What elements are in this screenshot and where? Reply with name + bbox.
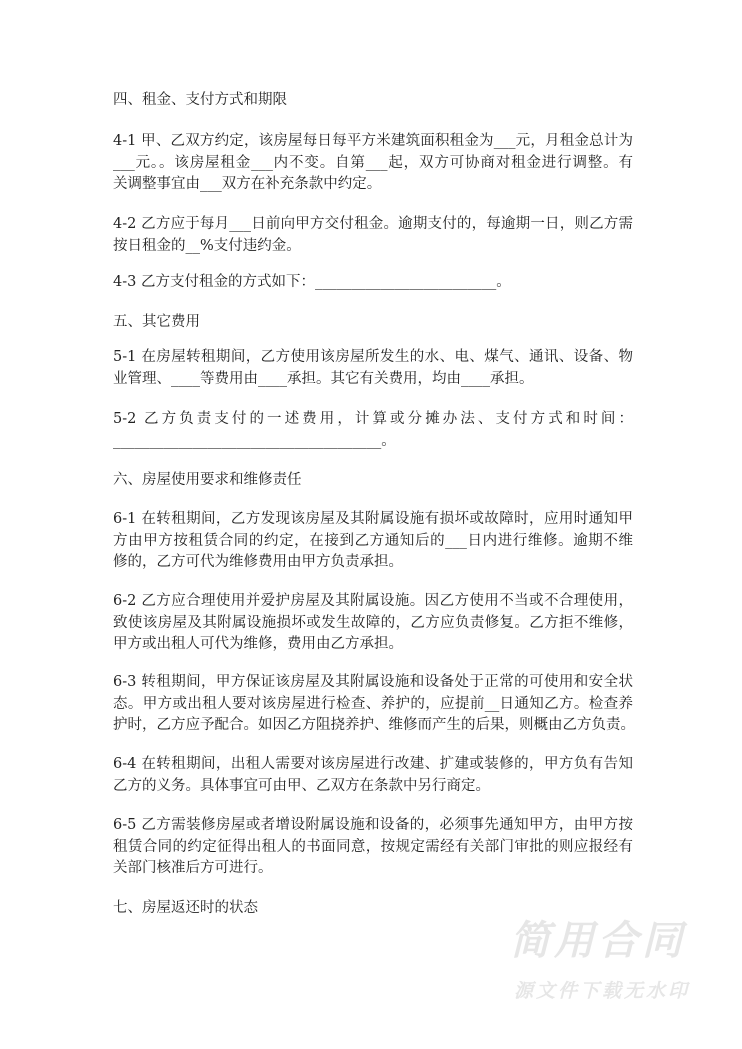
clause-paragraph bbox=[113, 672, 633, 737]
text-line: 甲方或出租人可代为维修，费用由乙方承担。 bbox=[113, 636, 403, 653]
text-line: 4-3 乙方支付租金的方式如下：_________________________。 bbox=[113, 274, 511, 290]
text-line: 六、房屋使用要求和维修责任 bbox=[113, 472, 302, 488]
text-line: 五、其它费用 bbox=[113, 314, 200, 330]
clause-paragraph bbox=[113, 272, 633, 294]
text-line: 关部门核准后方可进行。 bbox=[113, 860, 273, 877]
text-line: 4-1 甲、乙双方约定，该房屋每日每平方米建筑面积租金为___元，月租金总计为 bbox=[113, 133, 633, 149]
text-line: 6-1 在转租期间，乙方发现该房屋及其附属设施有损坏或故障时，应用时通知甲 bbox=[113, 511, 633, 527]
clause-paragraph bbox=[113, 131, 633, 196]
text-line: _____________________________________。 bbox=[113, 432, 396, 449]
text-line: 租赁合同的约定征得出租人的书面同意，按规定需经有关部门审批的则应报经有 bbox=[113, 838, 633, 855]
clause-paragraph bbox=[113, 409, 633, 452]
section-heading bbox=[113, 898, 633, 920]
text-line: 6-2 乙方应合理使用并爱护房屋及其附属设施。因乙方使用不当或不合理使用， bbox=[113, 593, 633, 609]
text-line: 修的，乙方可代为维修费用由甲方负责承担。 bbox=[113, 554, 403, 571]
watermark-subtitle: 源文件下载无水印 bbox=[514, 980, 691, 1002]
text-line: 致使该房屋及其附属设施损坏或发生故障的，乙方应负责修复。乙方拒不维修， bbox=[113, 614, 633, 631]
clause-paragraph bbox=[113, 509, 633, 574]
text-line: 按日租金的__%支付违约金。 bbox=[113, 237, 301, 254]
clause-paragraph bbox=[113, 815, 633, 880]
section-heading bbox=[113, 470, 633, 492]
text-line: 5-2 乙方负责支付的一述费用，计算或分摊办法、支付方式和时间： bbox=[113, 411, 633, 427]
text-line: 业管理、____等费用由____承担。其它有关费用，均由____承担。 bbox=[113, 370, 534, 387]
text-line: 6-5 乙方需装修房屋或者增设附属设施和设备的，必须事先通知甲方，由甲方按 bbox=[113, 817, 633, 833]
clause-paragraph bbox=[113, 347, 633, 390]
text-line: 护时，乙方应予配合。如因乙方阻挠养护、维修而产生的后果，则概由乙方负责。 bbox=[113, 717, 635, 734]
text-line: 关调整事宜由___双方在补充条款中约定。 bbox=[113, 176, 382, 193]
watermark bbox=[510, 918, 690, 1003]
text-line: ___元。。该房屋租金___内不变。自第___起，双方可协商对租金进行调整。有 bbox=[113, 154, 633, 171]
text-line: 6-3 转租期间，甲方保证该房屋及其附属设施和设备处于正常的可使用和安全状 bbox=[113, 674, 633, 690]
section-heading bbox=[113, 312, 633, 334]
text-line: 5-1 在房屋转租期间，乙方使用该房屋所发生的水、电、煤气、通讯、设备、物 bbox=[113, 349, 633, 365]
text-line: 乙方的义务。具体事宜可由甲、乙双方在条款中另行商定。 bbox=[113, 777, 490, 794]
clause-paragraph bbox=[113, 214, 633, 257]
section-heading bbox=[113, 90, 633, 112]
text-line: 方由甲方按租赁合同的约定，在接到乙方通知后的___日内进行维修。逾期不维 bbox=[113, 532, 633, 549]
watermark-title: 简用合同 bbox=[510, 918, 686, 964]
text-line: 四、租金、支付方式和期限 bbox=[113, 92, 287, 108]
text-line: 态。甲方或出租人要对该房屋进行检查、养护的，应提前__日通知乙方。检查养 bbox=[113, 695, 633, 712]
text-line: 七、房屋返还时的状态 bbox=[113, 900, 258, 916]
text-line: 4-2 乙方应于每月___日前向甲方交付租金。逾期支付的，每逾期一日，则乙方需 bbox=[113, 216, 633, 232]
clause-paragraph bbox=[113, 754, 633, 797]
text-line: 6-4 在转租期间，出租人需要对该房屋进行改建、扩建或装修的，甲方负有告知 bbox=[113, 756, 633, 772]
clause-paragraph bbox=[113, 591, 633, 656]
